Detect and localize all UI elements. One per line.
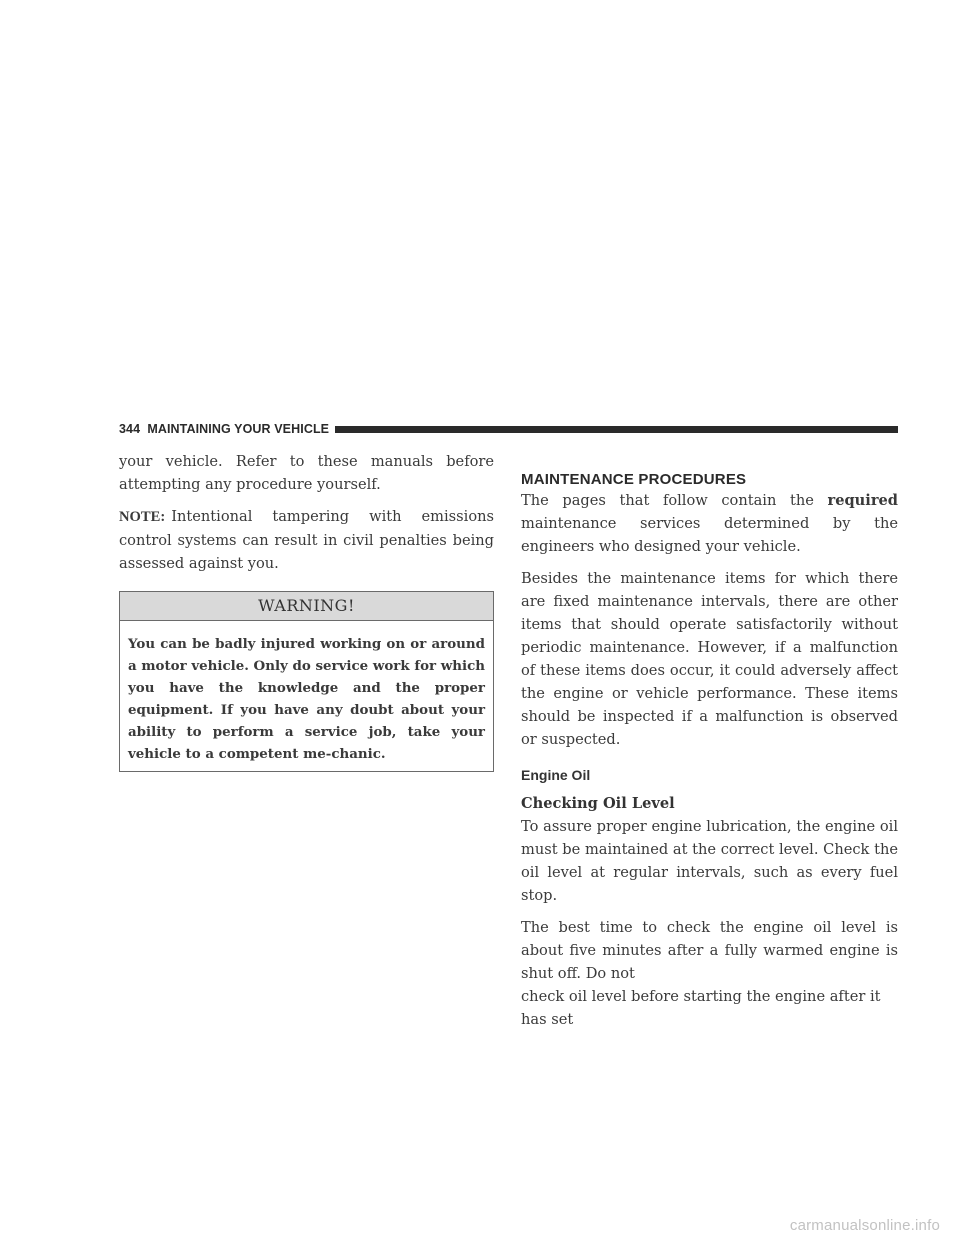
note-text: Intentional tampering with emissions control systems can result in civil penalties being assessed against you. <box>119 508 494 572</box>
oil-level-paragraph: To assure proper engine lubrication, the engine oil must be maintained at the correct level. Check the oil level at regular intervals, such as every fuel stop. <box>521 818 898 904</box>
header-rule <box>335 426 898 433</box>
maintenance-procedures-heading: MAINTENANCE PROCEDURES <box>521 471 747 488</box>
truncated-line <box>521 985 898 1028</box>
watermark: carmanualsonline.info <box>789 1217 940 1234</box>
engine-oil-heading: Engine Oil <box>521 767 591 783</box>
note-paragraph <box>119 505 494 575</box>
page-header <box>119 421 898 437</box>
p1-text-before: The pages that follow contain the <box>521 492 814 509</box>
malfunction-paragraph: Besides the maintenance items for which there are fixed maintenance intervals, there are other items that should operate satisfactorily without periodic maintenance. However, if a malfunction of these items does occur, it could adversely affect the engine or vehicle performance. These items should be inspected if a malfunction is observed or suspected. <box>521 570 898 748</box>
best-time-paragraph: The best time to check the engine oil level is about five minutes after a fully warmed engine is shut off. Do not <box>521 919 898 982</box>
page-number: 344 <box>119 422 141 436</box>
note-label: NOTE: <box>119 509 166 525</box>
warning-box <box>119 591 494 772</box>
p1-text-after: maintenance services determined by the engineers who designed your vehicle. <box>521 515 898 555</box>
truncated-text: check oil level before starting the engine after it has set <box>521 988 881 1028</box>
checking-oil-level-heading: Checking Oil Level <box>521 795 675 812</box>
left-column <box>119 450 494 772</box>
warning-title: WARNING! <box>120 592 493 621</box>
section-title: MAINTAINING YOUR VEHICLE <box>147 422 330 436</box>
required-services-paragraph <box>521 489 898 558</box>
p1-bold-required: required <box>827 492 899 509</box>
right-column <box>521 450 899 1028</box>
warning-text: You can be badly injured working on or around a motor vehicle. Only do service work for which you have the knowledge and the proper equipment. If you have any doubt about your ability to perform a service job, take your vehicle to a competent me-chanic. <box>128 636 485 762</box>
page-header-text <box>119 422 329 436</box>
intro-paragraph: your vehicle. Refer to these manuals before attempting any procedure yourself. <box>119 453 494 493</box>
